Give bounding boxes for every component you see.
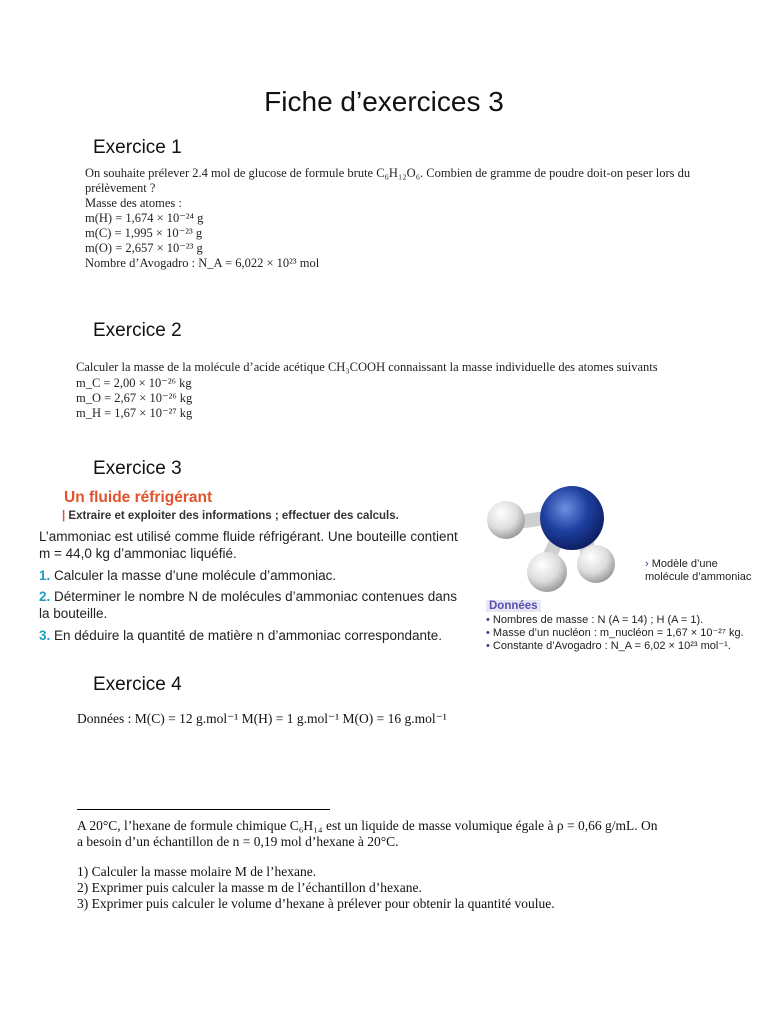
caption-line: › Modèle d’une [645, 558, 718, 570]
exercise-4-body [77, 818, 737, 912]
nitrogen-atom [540, 486, 604, 550]
exercise-3-heading: Exercice 3 [93, 458, 182, 479]
exercise-4-question: 1) Calculer la masse molaire M de l’hexane. [77, 864, 317, 879]
exercise-4-line: A 20°C, l’hexane de formule chimique C₆H₁₄ est un liquide de masse volumique égale à ρ = 0,66 g/mL. On [77, 818, 658, 833]
donnee-item: • Nombres de masse : N (A = 14) ; H (A = 1). [486, 614, 704, 626]
footnote-divider [77, 809, 330, 810]
molecule-caption [645, 558, 751, 584]
caption-arrow: › [645, 558, 649, 570]
question-text: Déterminer le nombre N de molécules d’ammoniac contenues dans [54, 589, 457, 604]
question-3 [39, 627, 474, 644]
exercise-3-body [39, 528, 474, 644]
exercise-1-heading: Exercice 1 [93, 137, 182, 158]
donnees-header [486, 596, 541, 614]
hydrogen-atom [527, 552, 567, 592]
question-2 [39, 588, 474, 605]
donnee-item: • Constante d’Avogadro : N_A = 6,02 × 10²³ mol⁻¹. [486, 640, 731, 652]
exercise-2-body [76, 360, 766, 421]
intro-line: m = 44,0 kg d’ammoniac liquéfié. [39, 546, 237, 561]
intro-line: L’ammoniac est utilisé comme fluide réfrigérant. Une bouteille contient [39, 529, 458, 544]
question-number: 1. [39, 568, 51, 583]
exercise-4-line: a besoin d’un échantillon de n = 0,19 mol d’hexane à 20°C. [77, 834, 399, 849]
exercise-2-line: Calculer la masse de la molécule d’acide acétique CH₃COOH connaissant la masse individuelle des atomes suivants [76, 360, 658, 374]
exercise-1-line: On souhaite prélever 2.4 mol de glucose de formule brute C₆H₁₂O₆. Combien de gramme de poudre doit-on peser lors du [85, 166, 691, 180]
donnees-title: Données [486, 600, 541, 612]
subtitle-text: Extraire et exploiter des informations ; effectuer des calculs. [68, 510, 399, 522]
question-number: 3. [39, 628, 51, 643]
exercise-1-body [85, 166, 765, 271]
donnee-item: • Masse d’un nucléon : m_nucléon = 1,67 × 10⁻²⁷ kg. [486, 627, 744, 639]
ammonia-molecule-image [482, 484, 642, 596]
question-number: 2. [39, 589, 51, 604]
hydrogen-atom [487, 501, 525, 539]
question-text: En déduire la quantité de matière n d’ammoniac correspondante. [54, 628, 443, 643]
mass-hydrogen: m(H) = 1,674 × 10⁻²⁴ g [85, 211, 204, 225]
mass-oxygen: m_O = 2,67 × 10⁻²⁶ kg [76, 391, 193, 405]
hydrogen-atom [577, 545, 615, 583]
mass-hydrogen: m_H = 1,67 × 10⁻²⁷ kg [76, 406, 193, 420]
exercise-1-line: Masse des atomes : [85, 196, 182, 210]
exercise-1-line: prélèvement ? [85, 181, 156, 195]
exercise-3-title: Un fluide réfrigérant [64, 489, 213, 506]
exercise-3-subtitle [62, 510, 399, 522]
mass-carbon: m(C) = 1,995 × 10⁻²³ g [85, 226, 203, 240]
question-2-continuation: la bouteille. [39, 606, 108, 621]
page-title: Fiche d’exercices 3 [264, 86, 504, 117]
donnees-list [486, 614, 768, 658]
exercise-4-question: 3) Exprimer puis calculer le volume d’hexane à prélever pour obtenir la quantité voulue. [77, 896, 555, 911]
exercise-4-heading: Exercice 4 [93, 674, 182, 695]
mass-oxygen: m(O) = 2,657 × 10⁻²³ g [85, 241, 203, 255]
avogadro-constant: Nombre d’Avogadro : N_A = 6,022 × 10²³ mol [85, 256, 320, 270]
question-text: Calculer la masse d’une molécule d’ammoniac. [54, 568, 337, 583]
exercise-2-heading: Exercice 2 [93, 320, 182, 341]
subtitle-bar: | [62, 510, 66, 522]
exercise-4-question: 2) Exprimer puis calculer la masse m de l’échantillon d’hexane. [77, 880, 422, 895]
caption-line: molécule d’ammoniac [645, 571, 752, 583]
mass-carbon: m_C = 2,00 × 10⁻²⁶ kg [76, 376, 192, 390]
question-1 [39, 567, 474, 584]
exercise-4-donnees: Données : M(C) = 12 g.mol⁻¹ M(H) = 1 g.mol⁻¹ M(O) = 16 g.mol⁻¹ [77, 711, 447, 726]
